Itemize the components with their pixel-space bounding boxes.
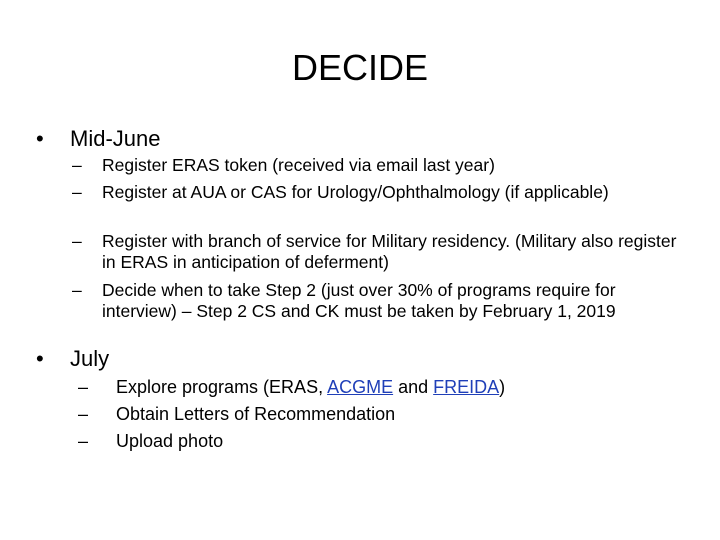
- list-item-text: [116, 374, 692, 401]
- list-item-text: Register with branch of service for Military residency. (Military also register in ERAS in anticipation of deferment): [102, 231, 677, 272]
- list-item: [72, 182, 692, 203]
- dash-icon: –: [72, 231, 82, 251]
- dash-icon: –: [78, 431, 89, 451]
- list-item: [72, 155, 692, 176]
- list-item-text: Decide when to take Step 2 (just over 30% of programs require for interview) – Step 2 CS and CK must be taken by February 1, 2019: [102, 280, 616, 321]
- text-segment: and: [393, 377, 434, 397]
- list-item: [72, 428, 692, 455]
- bullet-icon: •: [36, 126, 44, 151]
- section-july: [36, 346, 109, 372]
- list-item: [72, 280, 692, 322]
- freida-link[interactable]: FREIDA: [433, 377, 500, 397]
- dash-icon: –: [78, 404, 89, 424]
- list-item: [72, 231, 692, 273]
- list-item-text: Obtain Letters of Recommendation: [116, 404, 396, 424]
- slide-title: DECIDE: [291, 47, 429, 88]
- bullet-icon: •: [36, 346, 44, 371]
- acgme-link[interactable]: ACGME: [327, 377, 394, 397]
- section-mid-june: [36, 126, 160, 152]
- dash-icon: –: [78, 377, 89, 397]
- list-item: [72, 401, 692, 428]
- text-segment: Explore programs (ERAS,: [116, 377, 328, 397]
- list-item: [72, 374, 692, 401]
- section-label: July: [70, 346, 110, 371]
- section-label: Mid-June: [70, 126, 161, 151]
- text-segment: ): [499, 377, 506, 397]
- dash-icon: –: [72, 155, 82, 175]
- dash-icon: –: [72, 280, 82, 300]
- list-item-text: Upload photo: [116, 431, 224, 451]
- list-item-text: Register ERAS token (received via email last year): [102, 155, 495, 175]
- list-item-text: Register at AUA or CAS for Urology/Ophthalmology (if applicable): [102, 182, 609, 202]
- dash-icon: –: [72, 182, 82, 202]
